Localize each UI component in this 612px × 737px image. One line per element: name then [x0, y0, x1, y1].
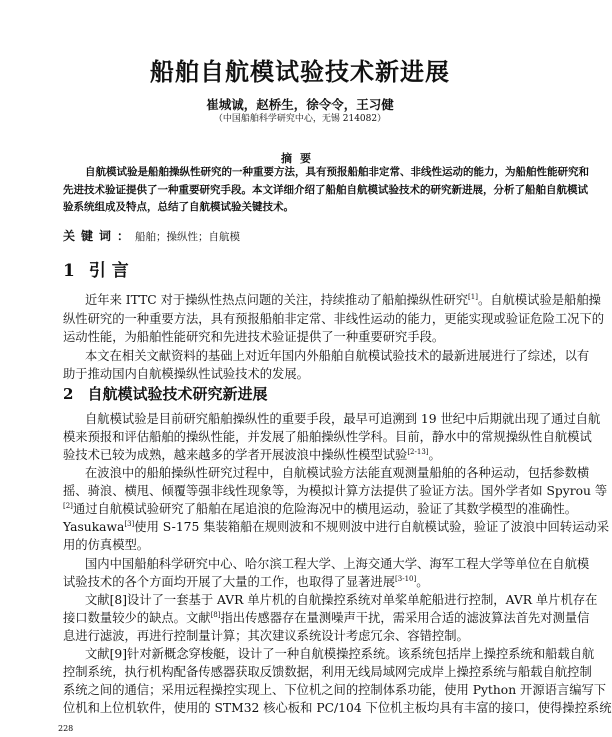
text-line: 控制系统，执行机构配备传感器获取反馈数据，利用无线局域网完成岸上操控系统与船载自航控制 — [63, 664, 592, 679]
keywords — [63, 227, 240, 244]
text-line: 试验技术的各个方面均开展了大量的工作，也取得了显著进展[3-10]。 — [63, 574, 429, 589]
text-line: 在波浪中的船舶操纵性研究过程中，自航模试验方法能直观测量船舶的各种运动，包括参数横 — [85, 466, 590, 481]
text-line: 国内中国船舶科学研究中心、哈尔滨工程大学、上海交通大学、海军工程大学等单位在自航模 — [85, 556, 590, 571]
section-2-heading — [63, 383, 267, 404]
paper-title: 船舶自航模试验技术新进展 — [150, 58, 450, 86]
text-line: Yasukawa[3]使用 S-175 集装箱船在规则波和不规则波中进行自航模试验，验证了波浪中回转运动采 — [63, 520, 610, 535]
text-line: 自航模试验是目前研究船舶操纵性的重要手段，最早可追溯到 19 世纪中后期就出现了通过自航 — [85, 412, 601, 426]
text-line: 验技术已较为成熟，越来越多的学者开展波浪中操纵性模型试验[2-13]。 — [63, 448, 441, 463]
section-title: 引 言 — [88, 261, 129, 281]
text-line: 助于推动国内自航模操纵性试验技术的发展。 — [63, 367, 309, 381]
authors: 崔城诚，赵桥生，徐令令，王习健 — [206, 97, 394, 112]
text-line: 摇、骑浪、横甩、倾覆等强非线性现象等，为模拟计算方法提供了验证方法。国外学者如 Spyrou 等 — [63, 484, 608, 499]
section-number: 2 — [63, 385, 74, 403]
page-number: 228 — [58, 724, 74, 733]
text-line: 先进技术验证提供了一种重要研究手段。本文详细介绍了船舶自航模试验技术的研究新进展，分析了船舶自航模试 — [63, 183, 588, 196]
section-title: 自航模试验技术研究新进展 — [87, 385, 268, 403]
section-number: 1 — [63, 261, 75, 281]
abstract-body — [63, 164, 589, 217]
text-line: 接口数量较少的缺点。文献[8]指出传感器存在量测噪声干扰，需采用合适的滤波算法首先对测量信 — [63, 610, 590, 625]
affiliation: （中国船舶科学研究中心，无锡 214082） — [213, 114, 387, 124]
text-line: 息进行滤波，再进行控制量计算；其次建议系统设计考虑冗余、容错控制。 — [63, 628, 469, 643]
text-line: 运动性能，为船舶性能研究和先进技术验证提供了一种重要研究手段。 — [63, 330, 445, 344]
text-line: [2]通过自航模试验研究了船舶在尾追浪的危险海况中的横甩运动，验证了其数学模型的准确性。 — [63, 502, 578, 517]
text-line: 文献[8]设计了一套基于 AVR 单片机的自航操控系统对单桨单舵船进行控制，AVR 单片机存在 — [85, 592, 598, 607]
text-line: 用的仿真模型。 — [63, 538, 150, 553]
text-line: 文献[9]针对新概念穿梭艇，设计了一种自航模操控系统。该系统包括岸上操控系统和船载自航 — [85, 646, 595, 661]
abstract-heading: 摘要 — [281, 152, 319, 165]
text-line: 本文在相关文献资料的基础上对近年国内外船舶自航模试验技术的最新进展进行了综述，以有 — [85, 348, 590, 363]
section-2-body — [63, 410, 612, 717]
text-line: 模来预报和评估船舶的操纵性能，并发展了船舶操纵性学科。目前，静水中的常规操纵性自航模试 — [63, 430, 592, 445]
text-line: 验系统组成及特点，总结了自航模试验关键技术。 — [63, 201, 294, 213]
section-1-heading — [63, 256, 129, 281]
text-line: 近年来 ITTC 对于操纵性热点问题的关注，持续推动了船舶操纵性研究[1]。自航模试验是船舶操 — [85, 292, 601, 307]
text-line: 纵性研究的一种重要方法，具有预报船舶非定常、非线性运动的能力，更能实现或验证危险工况下的 — [63, 311, 605, 326]
keywords-label: 关键词： — [63, 229, 136, 243]
keywords-value: 船舶；操纵性；自航模 — [135, 231, 241, 243]
section-1-body — [63, 291, 605, 384]
text-line: 系统之间的通信；采用远程操控实现上、下位机之间的控制体系功能，使用 Python 开源语言编写下 — [63, 682, 607, 697]
text-line: 自航模试验是船舶操纵性研究的一种重要方法，具有预报船舶非定常、非线性运动的能力，为船舶性能研究和 — [85, 166, 589, 178]
text-line: 位机和上位机软件，使用的 STM32 核心板和 PC/104 下位机主板均具有丰富的接口，使得操控系统 — [63, 701, 612, 715]
